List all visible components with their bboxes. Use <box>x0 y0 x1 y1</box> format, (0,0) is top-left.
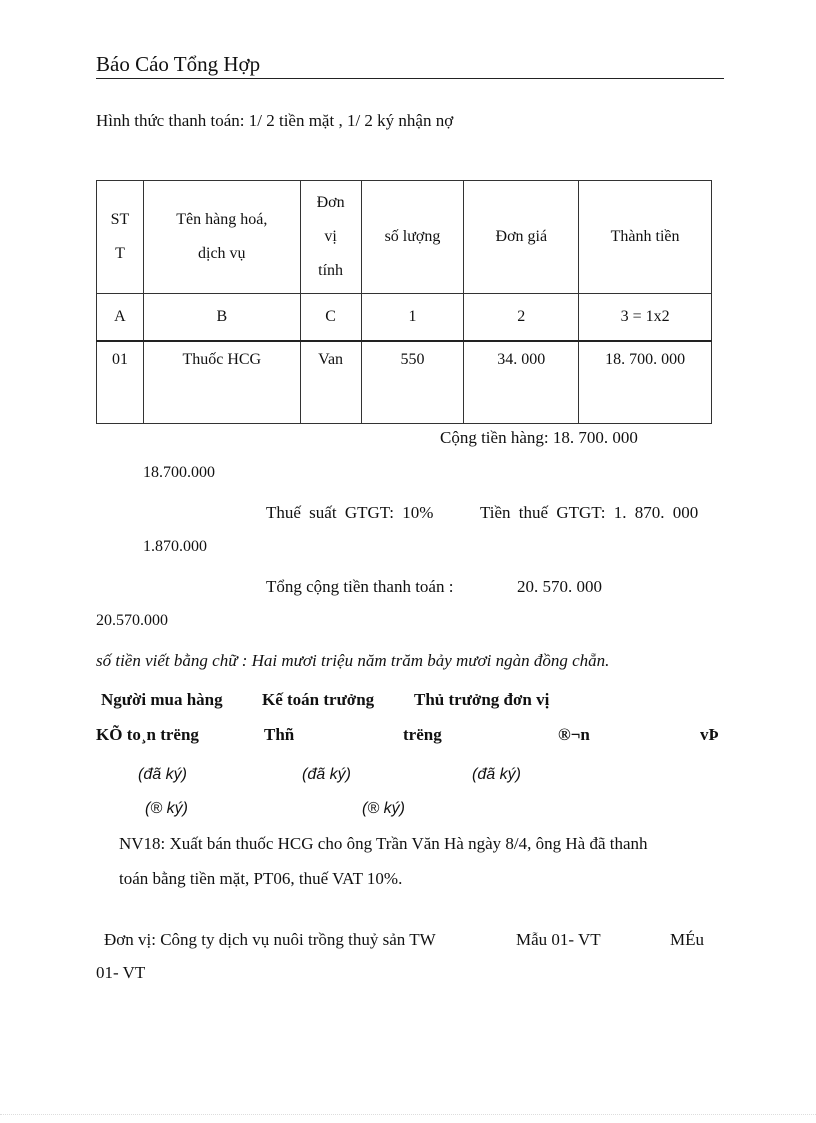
payment-method: Hình thức thanh toán: 1/ 2 tiền mặt , 1/ 2 ký nhận nợ <box>96 111 454 130</box>
sig-signed-2: (đã ký) <box>302 766 351 783</box>
sig-accountant: Kế toán trưởng <box>262 690 375 709</box>
col-header-unit: Đơn vị tính <box>300 181 361 294</box>
vat-amount-plain: 1.870.000 <box>143 538 207 555</box>
col-header-amount: Thành tiền <box>579 181 712 294</box>
cell-name: Thuốc HCG <box>143 341 300 424</box>
sig-buyer: Người mua hàng <box>101 690 223 709</box>
vat-rate: Thuế suất GTGT: 10% <box>266 503 434 522</box>
grand-total-plain: 20.570.000 <box>96 612 168 629</box>
form-number-cont: 01- VT <box>96 963 146 982</box>
sig-garbled-5: vÞ <box>700 725 719 744</box>
table-row <box>97 341 712 424</box>
sig-garbled-1: KÕ to¸n trëng <box>96 725 199 744</box>
form-garbled: MÉu <box>670 930 704 949</box>
page-title: Báo Cáo Tổng Hợp <box>96 52 261 76</box>
header-divider <box>96 78 724 79</box>
transaction-line-1: NV18: Xuất bán thuốc HCG cho ông Trần Văn Hà ngày 8/4, ông Hà đã thanh <box>119 834 648 853</box>
table-code-row <box>97 294 712 342</box>
sig-garbled-2: Thñ <box>264 725 295 744</box>
amount-in-words: số tiền viết bằng chữ : Hai mươi triệu năm trăm bảy mươi ngàn đồng chẵn. <box>96 651 610 670</box>
invoice-table <box>96 180 712 424</box>
code-cell: A <box>97 294 144 342</box>
sig-garbled-4: ®¬n <box>558 725 590 744</box>
col-header-name: Tên hàng hoá, dịch vụ <box>143 181 300 294</box>
code-cell: C <box>300 294 361 342</box>
sig-signed-garbled-1: (® ký) <box>145 800 188 817</box>
col-header-stt: ST T <box>97 181 144 294</box>
page-bottom-edge <box>0 1114 816 1115</box>
table-header-row <box>97 181 712 294</box>
sig-head: Thủ trưởng đơn vị <box>414 690 550 709</box>
unit-label: Đơn vị: Công ty dịch vụ nuôi trồng thuỷ sản TW <box>104 930 436 949</box>
grand-total-value: 20. 570. 000 <box>517 577 602 596</box>
grand-total-label: Tổng cộng tiền thanh toán : <box>266 577 454 596</box>
col-header-qty: số lượng <box>361 181 464 294</box>
cell-unit: Van <box>300 341 361 424</box>
goods-total: Cộng tiền hàng: 18. 700. 000 <box>440 428 638 447</box>
sig-signed-1: (đã ký) <box>138 766 187 783</box>
vat-amount: Tiền thuế GTGT: 1. 870. 000 <box>480 503 699 522</box>
code-cell: 2 <box>464 294 579 342</box>
sig-signed-3: (đã ký) <box>472 766 521 783</box>
cell-qty: 550 <box>361 341 464 424</box>
sig-signed-garbled-2: (® ký) <box>362 800 405 817</box>
code-cell: 1 <box>361 294 464 342</box>
code-cell: 3 = 1x2 <box>579 294 712 342</box>
transaction-line-2: toán bằng tiền mặt, PT06, thuế VAT 10%. <box>119 869 403 888</box>
form-number: Mẫu 01- VT <box>516 930 601 949</box>
cell-price: 34. 000 <box>464 341 579 424</box>
sig-garbled-3: trëng <box>403 725 442 744</box>
col-header-price: Đơn giá <box>464 181 579 294</box>
cell-amount: 18. 700. 000 <box>579 341 712 424</box>
code-cell: B <box>143 294 300 342</box>
cell-stt: 01 <box>97 341 144 424</box>
goods-total-plain: 18.700.000 <box>143 464 215 481</box>
